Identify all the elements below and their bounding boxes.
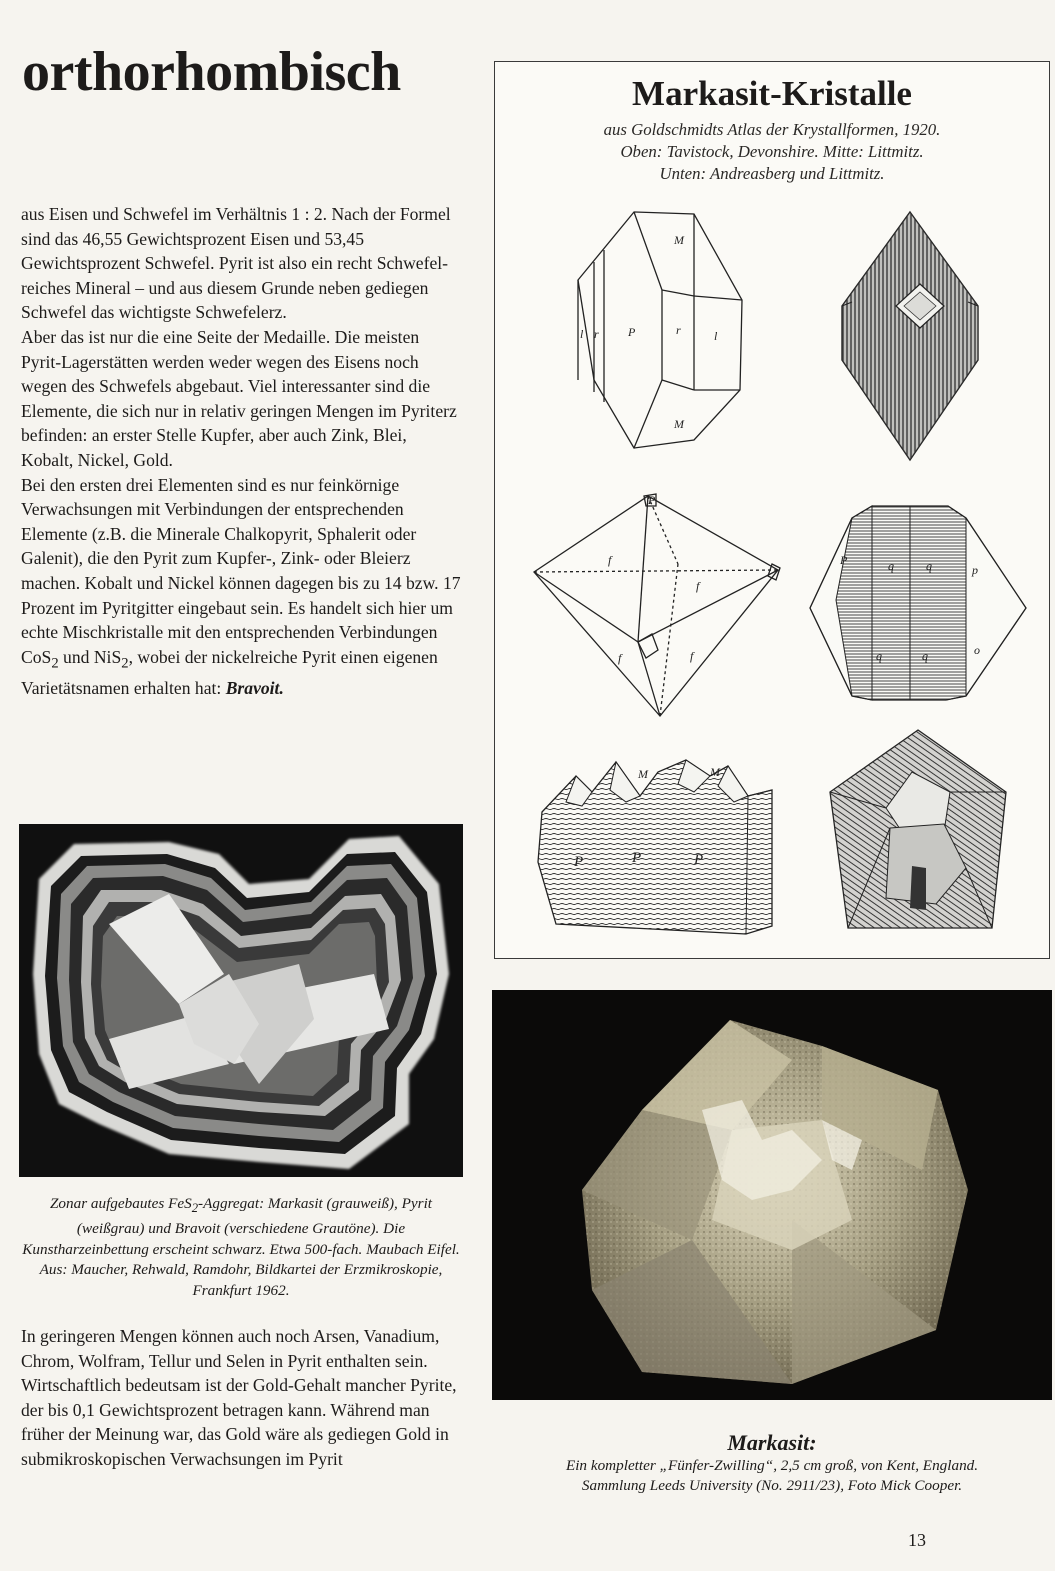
micrograph-photo (19, 824, 463, 1177)
figure-label: q (876, 649, 882, 663)
bravoit-term: Bravoit. (225, 677, 284, 698)
figure-label: M (710, 765, 720, 779)
micrograph-caption: Zonar aufgebautes FeS$_2$-Aggregat: Markasit (grauweiß), Pyrit (weißgrau) und Bravoit (verschiedene Grautöne). Die Kunstharzeinbettung erscheint schwarz. Etwa 500-fach. Maubach Eifel. Aus: Maucher, Rehwald, Ramdohr, Bildkartei der Erzmikroskopie, Frankfurt 1962. (22, 1195, 460, 1300)
figure-label: l (580, 327, 584, 341)
figure-label: f (608, 553, 612, 567)
figure-label: M (638, 767, 648, 781)
figure-label: P (840, 553, 848, 567)
page-title: orthorhombisch (22, 41, 401, 103)
crystal-drawing-middle-left (528, 492, 784, 718)
figure-label: f (618, 651, 622, 665)
figure-label: f (690, 649, 694, 663)
atlas-caption: aus Goldschmidts Atlas der Krystallformen, 1920. Oben: Tavistock, Devonshire. Mitte: Littmitz. Unten: Andreasberg und Littmitz. (603, 120, 941, 183)
crystal-drawing-middle-right (806, 500, 1030, 706)
figure-label: r (676, 323, 681, 337)
page-number: 13 (908, 1530, 926, 1550)
figure-label: p (972, 563, 978, 577)
figure-label: P (694, 852, 704, 868)
figure-label: P (574, 854, 584, 870)
paragraph: In geringeren Mengen können auch noch Arsen, Vanadium, Chrom, Wolfram, Tellur und Selen in Pyrit enthalten sein. Wirtschaftlich bedeutsam ist der Gold-Gehalt mancher Pyrite, der bis 0,1 Gewichtsprozent betragen kann. Während man früher der Meinung war, das Gold wäre als gediegen Gold in submikroskopischen Verwachsungen im Pyrit (21, 1326, 457, 1469)
bottom-text (21, 1324, 463, 1472)
figure-label: M (674, 417, 684, 431)
atlas-title: Markasit-Kristalle (632, 74, 912, 113)
figure-label: P (628, 325, 636, 339)
figure-label: l (714, 329, 718, 343)
crystal-drawing-bottom-right (826, 728, 1012, 936)
markasit-title: Markasit: (727, 1430, 817, 1455)
markasit-photo (492, 990, 1052, 1400)
crystal-drawing-bottom-left (536, 752, 778, 936)
intro-text (21, 202, 463, 700)
figure-label: P (648, 493, 656, 507)
figure-label: q (926, 559, 932, 573)
paragraph: Aber das ist nur die eine Seite der Medaille. Die meisten Pyrit-Lagerstätten werden weder wegen des Eisens noch wegen des Schwefels abgebaut. Viel interessanter sind die Elemente, die sich nur in relativ geringen Mengen im Pyriterz befinden: an erster Stelle Kupfer, aber auch Zink, Blei, Kobalt, Nickel, Gold. (21, 326, 457, 470)
figure-label: M (674, 233, 684, 247)
figure-label: f (696, 579, 700, 593)
markasit-caption: Ein kompletter „Fünfer-Zwilling“, 2,5 cm groß, von Kent, England. Sammlung Leeds University (No. 2911/23), Foto Mick Cooper. (565, 1457, 979, 1494)
figure-label: o (974, 643, 980, 657)
paragraph: Bei den ersten drei Elementen sind es nur feinkörnige Verwachsungen mit Verbindungen der entsprechenden Elemente (z.B. die Minerale Chalkopyrit, Sphalerit oder Galenit), die den Pyrit zum Kupfer-, Zink- oder Bleierz machen. Kobalt und Nickel können dagegen bis zu 14 bzw. 17 Prozent im Pyritgitter eingebaut sein. Es handelt sich hier um echte Mischkristalle mit den entsprechenden Verbindungen CoS$_2$ und NiS$_2$, wobei der nickelreiche Pyrit einen eigenen Varietätsnamen erhalten hat: Bravoit. (21, 474, 461, 698)
crystal-drawing-top-left (574, 210, 746, 450)
crystal-drawing-top-right (838, 210, 986, 462)
figure-label: P (632, 850, 642, 866)
figure-label: q (888, 559, 894, 573)
figure-label: r (594, 327, 599, 341)
figure-label: q (922, 649, 928, 663)
paragraph: aus Eisen und Schwefel im Verhältnis 1 : 2. Nach der Formel sind das 46,55 Gewichtsprozent Eisen und 53,45 Gewichtsprozent Schwefel. Pyrit ist also ein recht Schwefel-reiches Mineral – und aus diesem Grunde neben gediegen Schwefel das wichtigste Schwefelerz. (21, 204, 451, 323)
